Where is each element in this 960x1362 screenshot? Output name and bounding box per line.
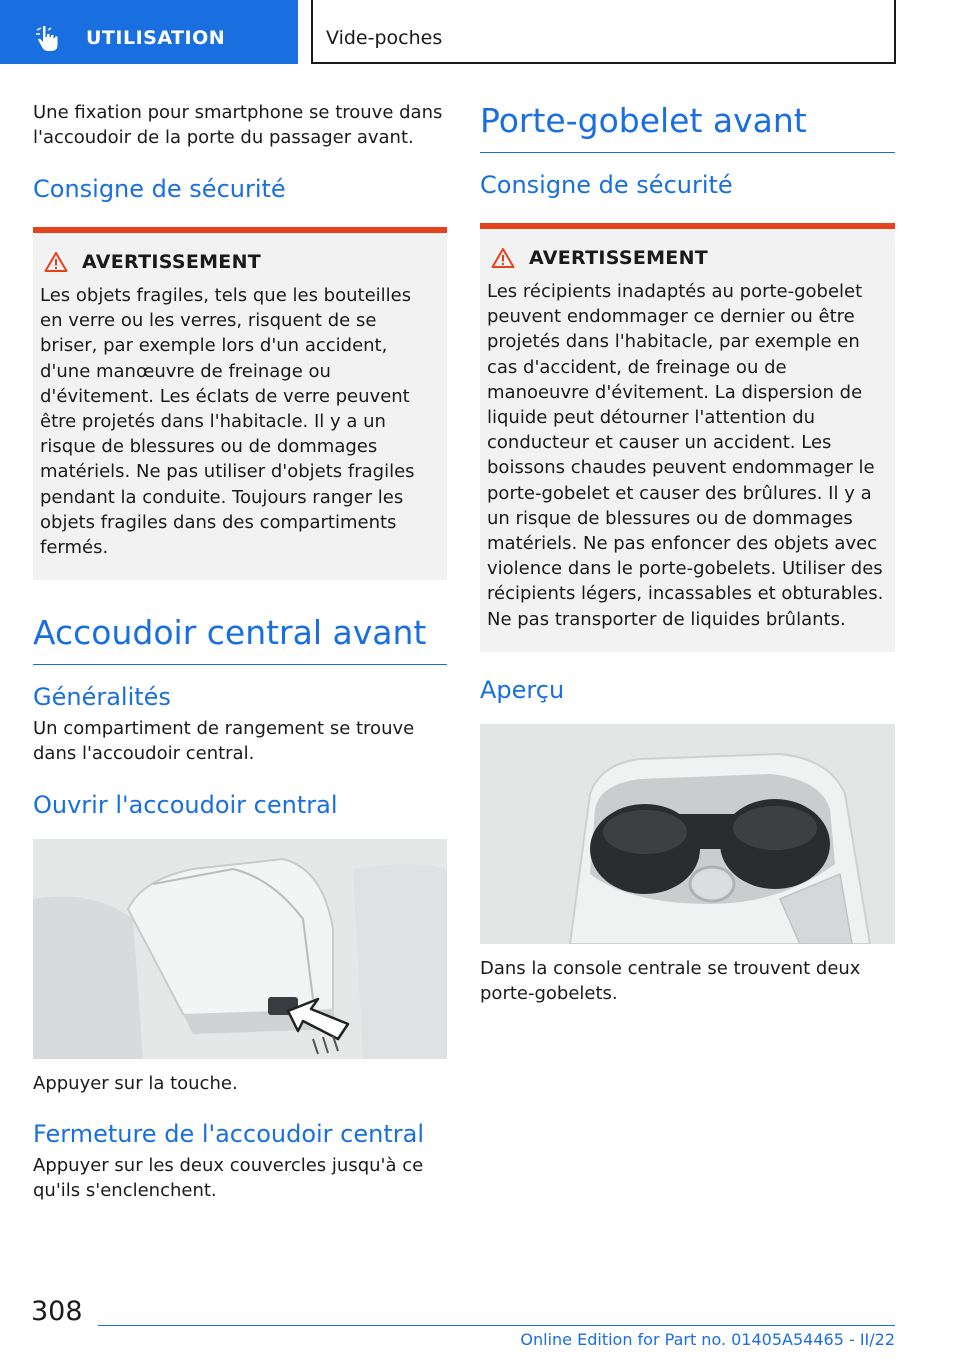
warning-box-right <box>480 223 895 652</box>
right-column <box>480 100 895 1006</box>
open-caption: Appuyer sur la touche. <box>33 1073 238 1095</box>
general-text: Un compartiment de rangement se trouve dans l'accoudoir central. <box>33 718 415 765</box>
intro-text: Une fixation pour smartphone se trouve dans l'accoudoir de la porte du passager avant. <box>33 102 443 148</box>
chapter-label: UTILISATION <box>86 27 226 49</box>
warning-triangle-icon <box>44 251 68 273</box>
warning-text-right: Les récipients inadaptés au porte-gobelet peuvent endommager ce dernier ou être projetés dans l'habitacle, par exemple en cas d'accident, de freinage ou de manoeuvre d'évitement. La dispersion de liquide peut détourner l'attention du conducteur et causer un accident. Les boissons chaudes peuvent endommager le porte-gobelet et causer des brûlures. Il y a un risque de blessures ou de dommages matériels. Ne pas enfoncer des objets avec violence dans le porte-gobelets. Utiliser des récipients légers, incassables et obturables. Ne pas transporter de liquides brûlants. <box>487 281 884 630</box>
chapter-heading-armrest: Accoudoir central avant <box>33 612 447 665</box>
left-column <box>33 100 447 1203</box>
footer-divider <box>98 1325 895 1326</box>
warning-text-left: Les objets fragiles, tels que les bouteilles en verre ou les verres, risquent de se briser, par exemple lors d'un accident, d'une manœuvre de freinage ou d'évitement. Les éclats de verre peuvent être projetés dans l'habitacle. Il y a un risque de blessures ou de dommages matériels. Ne pas utiliser d'objets fragiles pendant la conduite. Toujours ranger les objets fragiles dans des compartiments fermés. <box>40 285 415 559</box>
chapter-heading-cupholder: Porte-gobelet avant <box>480 100 895 153</box>
chapter-tab[interactable] <box>0 0 298 64</box>
open-heading: Ouvrir l'accoudoir central <box>33 791 338 820</box>
edition-text: Online Edition for Part no. 01405A54465 - II/22 <box>520 1330 895 1349</box>
general-heading: Généralités <box>33 683 171 712</box>
safety-heading-left: Consigne de sécurité <box>33 175 286 203</box>
armrest-image <box>33 839 447 1059</box>
warning-title-left <box>40 251 439 273</box>
warning-box-left <box>33 227 447 580</box>
overview-caption: Dans la console centrale se trouvent deux porte-gobelets. <box>480 957 861 1004</box>
section-label: Vide-poches <box>326 27 443 49</box>
section-header <box>311 0 896 64</box>
close-heading: Fermeture de l'accoudoir central <box>33 1120 424 1149</box>
close-text: Appuyer sur les deux couvercles jusqu'à ce qu'ils s'enclenchent. <box>33 1155 424 1202</box>
warning-triangle-icon <box>491 247 515 269</box>
warning-title-text: AVERTISSEMENT <box>82 251 262 273</box>
warning-title-text: AVERTISSEMENT <box>529 247 709 269</box>
overview-heading: Aperçu <box>480 675 565 704</box>
page-number: 308 <box>31 1296 83 1327</box>
cupholder-image <box>480 724 895 944</box>
hand-pointer-icon <box>34 24 64 54</box>
warning-title-right <box>487 247 887 269</box>
safety-heading-right: Consigne de sécurité <box>480 171 733 199</box>
